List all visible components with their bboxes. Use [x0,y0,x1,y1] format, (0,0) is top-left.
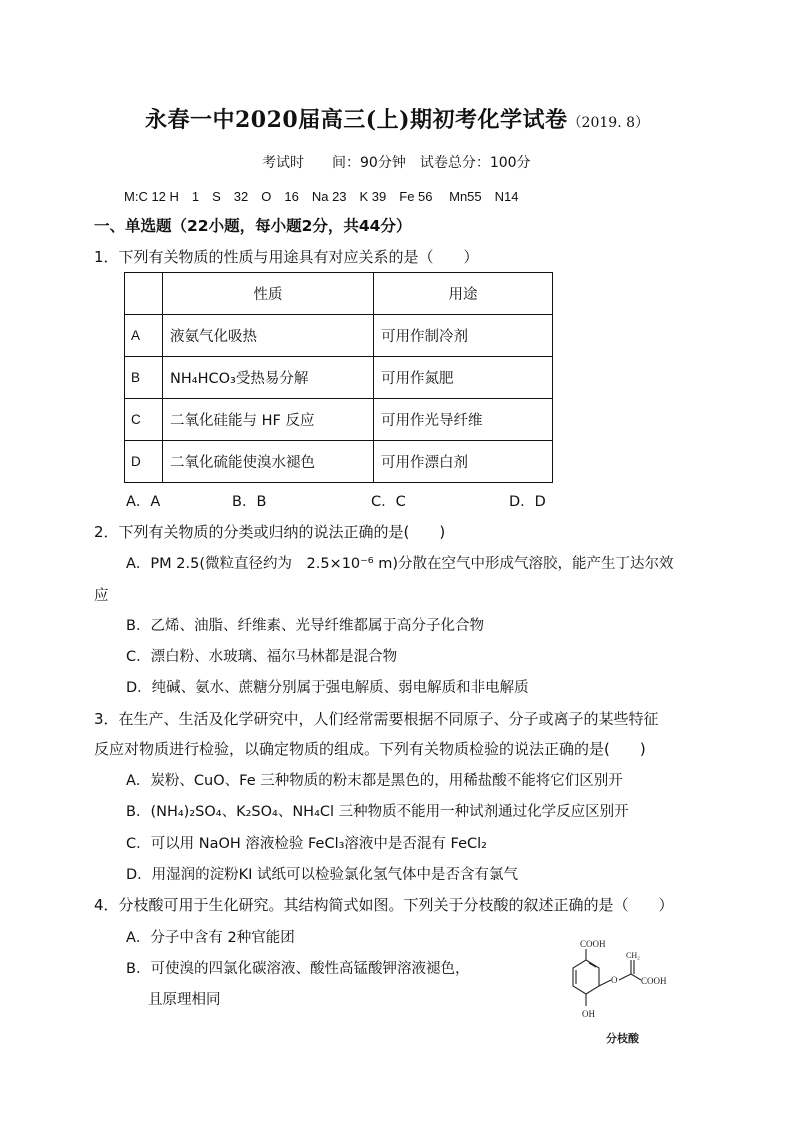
table-cell: C [125,399,163,441]
table-header-cell [125,273,163,315]
question-1-option-d: D．D [509,494,546,510]
question-2-option-a: A．PM 2.5(微粒直径约为 2.5×10⁻⁶ m)分散在空气中形成气溶胶，能产生丁达尔效 [126,556,674,572]
question-2-option-a-cont: 应 [94,588,109,604]
question-4-option-a: A．分子中含有 2种官能团 [126,930,295,946]
question-4-stem: 4．分枝酸可用于生化研究。其结构简式如图。下列关于分枝酸的叙述正确的是（ ） [94,896,674,914]
question-2-option-d: D．纯碱、氨水、蔗糖分别属于强电解质、弱电解质和非电解质 [126,680,529,696]
exam-title: 永春一中2020届高三(上)期初考化学试卷 [145,107,568,133]
table-row [125,399,553,441]
table-row [125,315,553,357]
table-cell: 二氧化硅能与 HF 反应 [163,399,374,441]
table-header-cell: 性质 [163,273,374,315]
question-2-option-c: C．漂白粉、水玻璃、福尔马林都是混合物 [126,649,398,665]
table-header-cell: 用途 [374,273,553,315]
chorismic-acid-structure [560,934,690,1046]
question-3-option-c: C．可以用 NaOH 溶液检验 FeCl₃溶液中是否混有 FeCl₂ [126,836,487,852]
question-3-option-b: B．(NH₄)₂SO₄、K₂SO₄、NH₄Cl 三种物质不能用一种试剂通过化学反应区别开 [126,804,629,820]
structure-label-oh: OH [582,1009,595,1019]
structure-label-o: O [611,975,618,985]
table-cell: B [125,357,163,399]
structure-label-cooh-right: COOH [641,976,667,986]
question-1-stem: 1．下列有关物质的性质与用途具有对应关系的是（ ） [94,248,479,266]
exam-date: （2019. 8） [567,115,649,131]
table-cell: 可用作氮肥 [374,357,553,399]
structure-label-cooh-top: COOH [580,939,606,949]
structure-caption: 分枝酸 [606,1032,639,1045]
question-4-option-b: B．可使溴的四氯化碳溶液、酸性高锰酸钾溶液褪色， [126,961,470,977]
table-cell: 二氧化硫能使溴水褪色 [163,441,374,483]
table-cell: NH₄HCO₃受热易分解 [163,357,374,399]
question-3-option-d: D．用湿润的淀粉KI 试纸可以检验氯化氢气体中是否含有氯气 [126,867,519,883]
question-1-option-c: C．C [371,494,406,510]
question-1-option-a: A．A [126,494,161,510]
structure-label-ch2: CH₂ [626,951,640,960]
question-3-stem-line1: 3．在生产、生活及化学研究中，人们经常需要根据不同原子、分子或离子的某些特征 [94,710,659,728]
question-3-option-a: A．炭粉、CuO、Fe 三种物质的粉末都是黑色的，用稀盐酸不能将它们区别开 [126,773,623,789]
table-cell: A [125,315,163,357]
table-cell: 可用作光导纤维 [374,399,553,441]
exam-info: 考试时 间：90分钟 试卷总分：100分 [262,155,531,171]
table-cell: 可用作制冷剂 [374,315,553,357]
table-cell: 可用作漂白剂 [374,441,553,483]
question-2-option-b: B．乙烯、油脂、纤维素、光导纤维都属于高分子化合物 [126,618,484,634]
question-4-option-b-cont: 且原理相同 [148,992,221,1008]
question-1-option-b: B．B [232,494,267,510]
exam-title-block [0,103,794,134]
question-2-stem: 2．下列有关物质的分类或归纳的说法正确的是( ) [94,523,446,541]
table-header-row [125,273,553,315]
table-cell: D [125,441,163,483]
atomic-masses: M:C 12 H 1 S 32 O 16 Na 23 K 39 Fe 56 Mn55 N14 [124,189,519,204]
section-heading: 一、单选题（22小题，每小题2分，共44分） [94,217,412,235]
table-cell: 液氨气化吸热 [163,315,374,357]
question-1-table [124,272,553,483]
table-row [125,357,553,399]
question-3-stem-line2: 反应对物质进行检验，以确定物质的组成。下列有关物质检验的说法正确的是( ) [94,740,646,758]
table-row [125,441,553,483]
